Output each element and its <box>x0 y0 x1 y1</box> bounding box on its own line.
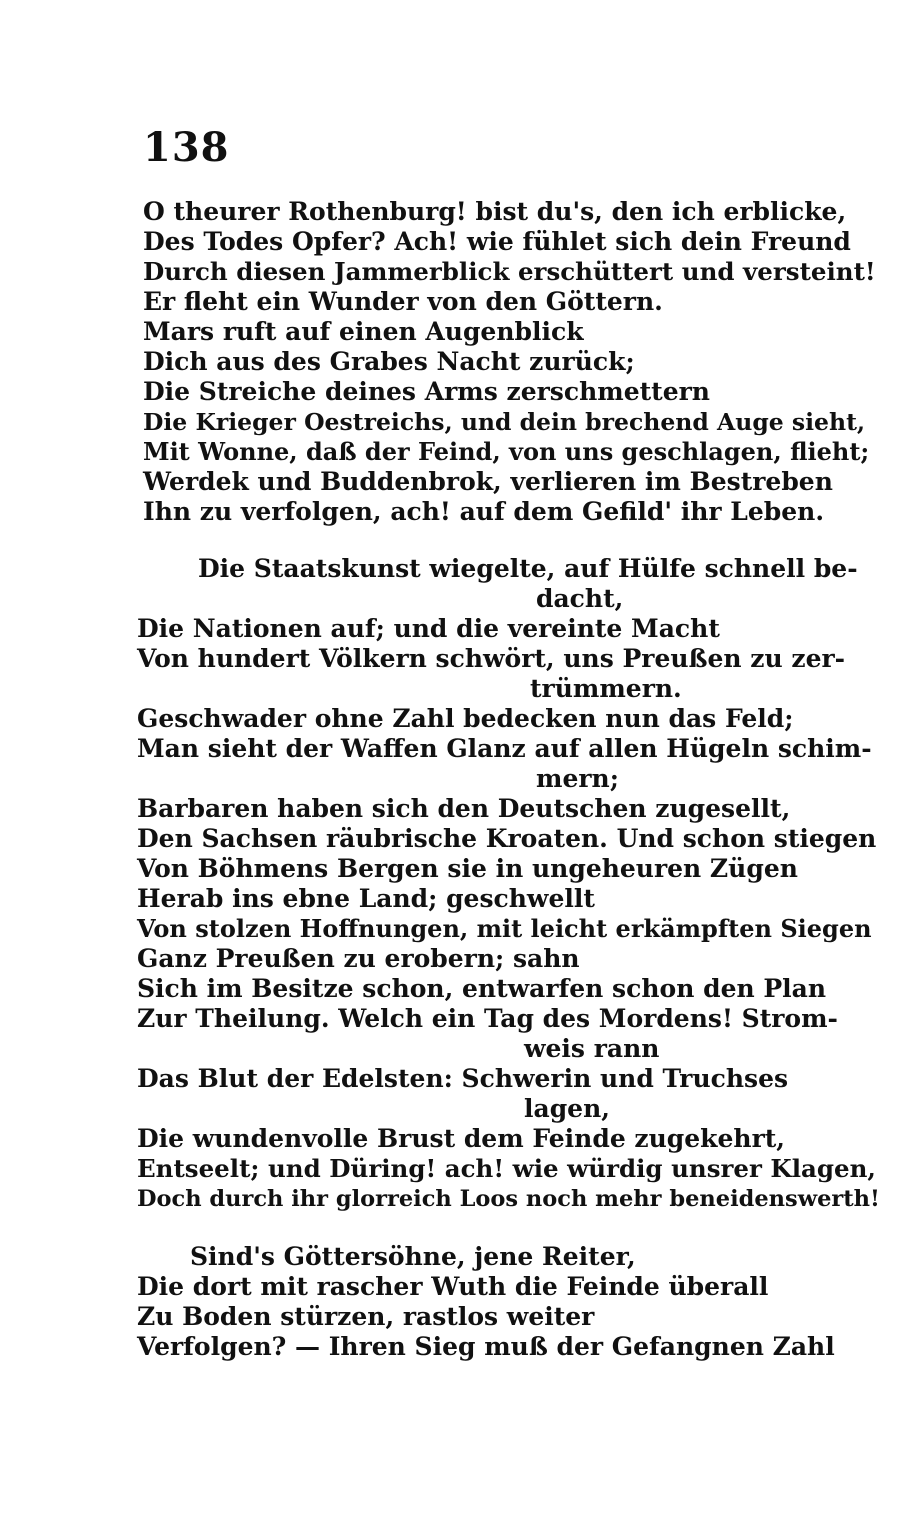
stanza2-line-7: Den Sachsen räubrische Kroaten. Und schon stiegen <box>137 824 877 853</box>
stanza2-line-10: Von stolzen Hoffnungen, mit leicht erkämpften Siegen <box>137 914 872 943</box>
stanza2-line-15: Die wundenvolle Brust dem Feinde zugekehrt, <box>137 1124 786 1153</box>
stanza1-line-7: Die Streiche deines Arms zerschmettern <box>143 377 710 406</box>
stanza2-line-2: Die Nationen auf; und die vereinte Macht <box>137 614 720 643</box>
stanza2-line-11: Ganz Preußen zu erobern; sahn <box>137 944 580 973</box>
stanza1-line-3: Durch diesen Jammerblick erschüttert und versteint! <box>143 257 876 286</box>
stanza1-line-8: Die Krieger Oestreichs, und dein brechend Auge sieht, <box>143 408 866 436</box>
stanza2-line-3: Von hundert Völkern schwört, uns Preußen zu zer- <box>137 644 846 673</box>
stanza1-line-5: Mars ruft auf einen Augenblick <box>143 317 584 346</box>
stanza2-line-12: Sich im Besitze schon, entwarfen schon den Plan <box>137 974 827 1003</box>
stanza1-line-10: Werdek und Buddenbrok, verlieren im Bestreben <box>143 467 833 496</box>
stanza2-line-16: Entseelt; und Düring! ach! wie würdig unsrer Klagen, <box>137 1154 876 1183</box>
stanza2-line-13: Zur Theilung. Welch ein Tag des Mordens! Strom- <box>137 1004 838 1033</box>
stanza1-line-2: Des Todes Opfer? Ach! wie fühlet sich dein Freund <box>143 227 851 256</box>
stanza2-line-13-cont: weis rann <box>524 1034 660 1063</box>
stanza1-line-6: Dich aus des Grabes Nacht zurück; <box>143 347 635 376</box>
stanza2-line-3-cont: trümmern. <box>530 674 682 703</box>
stanza2-line-9: Herab ins ebne Land; geschwellt <box>137 884 595 913</box>
stanza3-line-2: Die dort mit rascher Wuth die Feinde überall <box>137 1272 769 1301</box>
stanza1-line-9: Mit Wonne, daß der Feind, von uns geschlagen, flieht; <box>143 437 870 466</box>
stanza2-line-14: Das Blut der Edelsten: Schwerin und Truchses <box>137 1064 789 1093</box>
stanza2-line-1: Die Staatskunst wiegelte, auf Hülfe schnell be- <box>198 554 858 583</box>
stanza2-line-8: Von Böhmens Bergen sie in ungeheuren Zügen <box>137 854 798 883</box>
stanza2-line-4: Geschwader ohne Zahl bedecken nun das Feld; <box>137 704 794 733</box>
stanza2-line-17: Doch durch ihr glorreich Loos noch mehr beneidenswerth! <box>137 1186 880 1212</box>
stanza2-line-1-cont: dacht, <box>536 584 624 613</box>
stanza1-line-11: Ihn zu verfolgen, ach! auf dem Gefild' ihr Leben. <box>143 497 825 526</box>
stanza2-line-14-cont: lagen, <box>524 1094 610 1123</box>
stanza3-line-4: Verfolgen? — Ihren Sieg muß der Gefangnen Zahl <box>137 1332 835 1361</box>
stanza3-line-3: Zu Boden stürzen, rastlos weiter <box>137 1302 595 1331</box>
stanza2-line-5: Man sieht der Waffen Glanz auf allen Hügeln schim- <box>137 734 872 763</box>
stanza1-line-1: O theurer Rothenburg! bist du's, den ich erblicke, <box>143 197 847 226</box>
page-number: 138 <box>143 124 230 171</box>
stanza1-line-4: Er fleht ein Wunder von den Göttern. <box>143 287 663 316</box>
stanza2-line-6: Barbaren haben sich den Deutschen zugesellt, <box>137 794 791 823</box>
stanza3-line-1: Sind's Göttersöhne, jene Reiter, <box>190 1242 636 1271</box>
stanza2-line-5-cont: mern; <box>536 764 619 793</box>
